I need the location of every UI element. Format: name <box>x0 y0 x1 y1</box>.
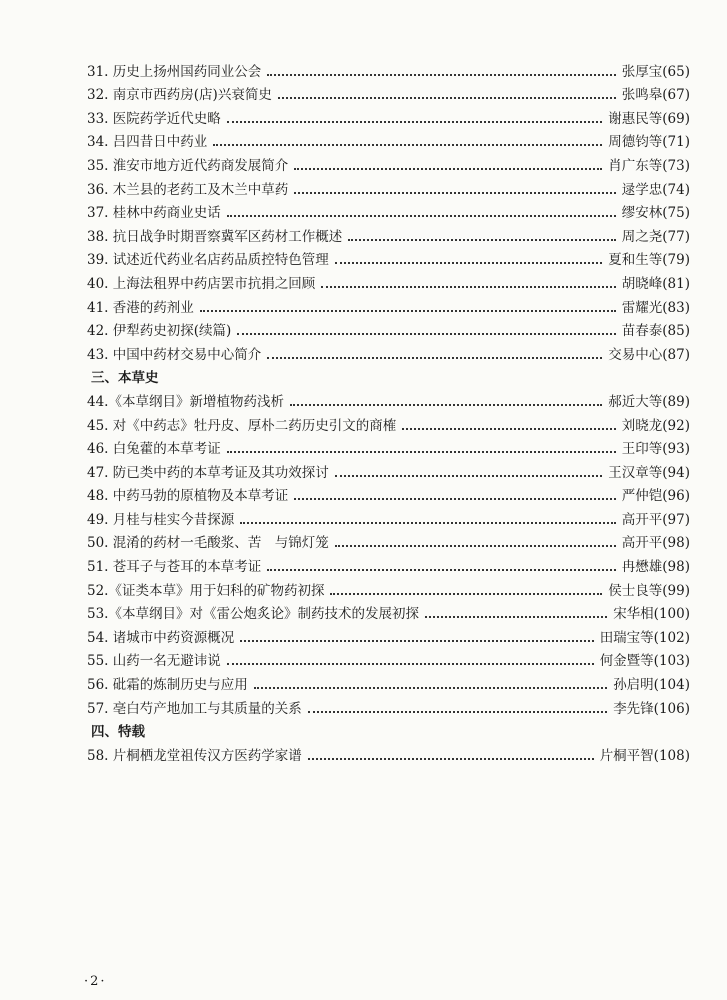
dot-leader <box>254 686 607 689</box>
entry-author: 冉懋雄(98) <box>621 559 690 576</box>
entry-title: 片桐栖龙堂祖传汉方医药学家谱 <box>112 747 302 764</box>
entry-title: 诸城市中药资源概况 <box>112 629 235 646</box>
dot-leader <box>335 474 603 477</box>
entry-number: 33. <box>87 110 109 127</box>
entry-title: 防已类中药的本草考证及其功效探讨 <box>112 464 329 481</box>
entry-number: 52. <box>87 582 109 599</box>
dot-leader <box>227 662 594 665</box>
entry-number: 32. <box>87 87 109 104</box>
entry-title: 历史上扬州国药同业公会 <box>112 63 262 80</box>
toc-entry <box>87 506 690 530</box>
dot-leader <box>294 167 602 170</box>
toc-entry <box>87 695 690 719</box>
dot-leader <box>227 450 616 453</box>
dot-leader <box>237 332 615 335</box>
entry-title: 试述近代药业名店药品质控特色管理 <box>112 252 329 269</box>
toc-entry <box>87 105 690 129</box>
entry-number: 37. <box>87 205 109 222</box>
entry-number: 36. <box>87 181 109 198</box>
entry-number: 41. <box>87 299 109 316</box>
entry-number: 35. <box>87 157 109 174</box>
dot-leader <box>294 191 616 194</box>
toc-entry <box>87 341 690 365</box>
dot-leader <box>200 309 616 312</box>
entry-author: 片桐平智(108) <box>599 747 690 764</box>
dot-leader <box>227 214 616 217</box>
entry-title: 木兰县的老药工及木兰中草药 <box>112 181 289 198</box>
entry-author: 郝近大等(89) <box>608 393 690 410</box>
toc-entry <box>87 223 690 247</box>
entry-author: 李先锋(106) <box>613 700 690 717</box>
entry-number: 51. <box>87 559 109 576</box>
entry-author: 夏和生等(79) <box>608 252 690 269</box>
entry-author: 张厚宝(65) <box>621 63 690 80</box>
toc-entry <box>87 247 690 271</box>
entry-title: 《证类本草》用于妇科的矿物药初探 <box>108 582 325 599</box>
entry-number: 43. <box>87 346 109 363</box>
entry-author: 缪安林(75) <box>621 205 690 222</box>
entry-author: 周德钧等(71) <box>608 134 690 151</box>
toc-entry <box>87 82 690 106</box>
entry-author: 胡晓峰(81) <box>621 275 690 292</box>
toc-entry <box>87 200 690 224</box>
entry-author: 宋华相(100) <box>613 606 690 623</box>
entry-number: 40. <box>87 275 109 292</box>
entry-author: 谢惠民等(69) <box>608 110 690 127</box>
entry-title: 淮安市地方近代药商发展简介 <box>112 157 289 174</box>
dot-leader <box>290 403 602 406</box>
entry-author: 孙启明(104) <box>613 677 690 694</box>
dot-leader <box>267 356 602 359</box>
entry-number: 50. <box>87 535 109 552</box>
dot-leader <box>321 285 616 288</box>
table-of-contents <box>87 58 690 766</box>
entry-author: 王汉章等(94) <box>608 464 690 481</box>
toc-entry <box>87 742 690 766</box>
entry-author: 逯学忠(74) <box>621 181 690 198</box>
entry-title: 医院药学近代史略 <box>112 110 221 127</box>
dot-leader <box>425 615 607 618</box>
entry-author: 高开平(98) <box>621 535 690 552</box>
entry-number: 56. <box>87 677 109 694</box>
dot-leader <box>294 497 616 500</box>
entry-title: 砒霜的炼制历史与应用 <box>112 677 248 694</box>
dot-leader <box>267 73 616 76</box>
toc-entry <box>87 58 690 82</box>
entry-title: 伊犁药史初探(续篇) <box>112 323 232 340</box>
entry-author: 雷耀光(83) <box>621 299 690 316</box>
entry-author: 侯士良等(99) <box>608 582 690 599</box>
dot-leader <box>213 143 602 146</box>
dot-leader <box>335 544 616 547</box>
entry-title: 《本草纲目》对《雷公炮炙论》制药技术的发展初探 <box>108 606 419 623</box>
entry-author: 田瑞宝等(102) <box>599 629 690 646</box>
toc-entry <box>87 624 690 648</box>
entry-title: 混淆的药材一毛酸浆、苦 与锦灯笼 <box>112 535 329 552</box>
dot-leader <box>348 238 616 241</box>
entry-title: 苍耳子与苍耳的本草考证 <box>112 559 262 576</box>
entry-title: 白兔藿的本草考证 <box>112 441 221 458</box>
entry-title: 香港的药剂业 <box>112 299 194 316</box>
entry-number: 42. <box>87 323 109 340</box>
toc-entry <box>87 459 690 483</box>
entry-number: 45. <box>87 417 109 434</box>
entry-number: 58. <box>87 747 109 764</box>
entry-author: 严仲铠(96) <box>621 488 690 505</box>
entry-number: 57. <box>87 700 109 717</box>
entry-author: 张鸣皋(67) <box>621 87 690 104</box>
dot-leader <box>240 639 593 642</box>
toc-entry <box>87 648 690 672</box>
dot-leader <box>335 261 603 264</box>
dot-leader <box>402 427 616 430</box>
dot-leader <box>240 521 616 524</box>
toc-entry <box>87 412 690 436</box>
entry-author: 何金暨等(103) <box>599 653 690 670</box>
entry-author: 刘晓龙(92) <box>621 417 690 434</box>
entry-author: 王印等(93) <box>621 441 690 458</box>
dot-leader <box>308 757 594 760</box>
entry-number: 44. <box>87 393 109 410</box>
entry-number: 31. <box>87 63 109 80</box>
entry-author: 周之尧(77) <box>621 228 690 245</box>
toc-entry <box>87 270 690 294</box>
entry-title: 亳白芍产地加工与其质量的关系 <box>112 700 302 717</box>
page-number: ·2· <box>84 974 107 989</box>
entry-title: 对《中药志》牡丹皮、厚朴二药历史引文的商榷 <box>112 417 397 434</box>
entry-title: 中国中药材交易中心简介 <box>112 346 262 363</box>
entry-number: 55. <box>87 653 109 670</box>
toc-entry <box>87 176 690 200</box>
entry-number: 39. <box>87 252 109 269</box>
entry-number: 54. <box>87 629 109 646</box>
toc-entry <box>87 294 690 318</box>
toc-entry <box>87 530 690 554</box>
toc-entry <box>87 152 690 176</box>
entry-title: 中药马勃的原植物及本草考证 <box>112 488 289 505</box>
toc-entry <box>87 671 690 695</box>
entry-author: 高开平(97) <box>621 511 690 528</box>
entry-title: 桂林中药商业史话 <box>112 205 221 222</box>
toc-entry <box>87 577 690 601</box>
toc-entry <box>87 388 690 412</box>
entry-number: 53. <box>87 606 109 623</box>
entry-author: 肖广东等(73) <box>608 157 690 174</box>
dot-leader <box>278 96 616 99</box>
entry-title: 抗日战争时期晋察冀军区药材工作概述 <box>112 228 343 245</box>
toc-entry <box>87 436 690 460</box>
toc-entry <box>87 129 690 153</box>
section-heading: 三、本草史 <box>91 370 159 387</box>
entry-title: 月桂与桂实今昔探源 <box>112 511 235 528</box>
section-heading: 四、特载 <box>91 724 145 741</box>
entry-title: 南京市西药房(店)兴衰简史 <box>112 87 272 104</box>
entry-number: 49. <box>87 511 109 528</box>
toc-entry <box>87 601 690 625</box>
entry-number: 47. <box>87 464 109 481</box>
dot-leader <box>330 592 602 595</box>
entry-number: 38. <box>87 228 109 245</box>
entry-title: 吕四昔日中药业 <box>112 134 208 151</box>
entry-number: 46. <box>87 441 109 458</box>
toc-entry <box>87 553 690 577</box>
entry-number: 48. <box>87 488 109 505</box>
entry-title: 山药一名无避讳说 <box>112 653 221 670</box>
toc-entry <box>87 318 690 342</box>
entry-title: 《本草纲目》新增植物药浅析 <box>108 393 284 410</box>
toc-entry <box>87 483 690 507</box>
entry-author: 交易中心(87) <box>608 346 690 363</box>
entry-number: 34. <box>87 134 109 151</box>
dot-leader <box>308 710 607 713</box>
entry-title: 上海法租界中药店罢市抗捐之回顾 <box>112 275 316 292</box>
dot-leader <box>227 120 603 123</box>
dot-leader <box>267 568 616 571</box>
entry-author: 苗春泰(85) <box>621 323 690 340</box>
